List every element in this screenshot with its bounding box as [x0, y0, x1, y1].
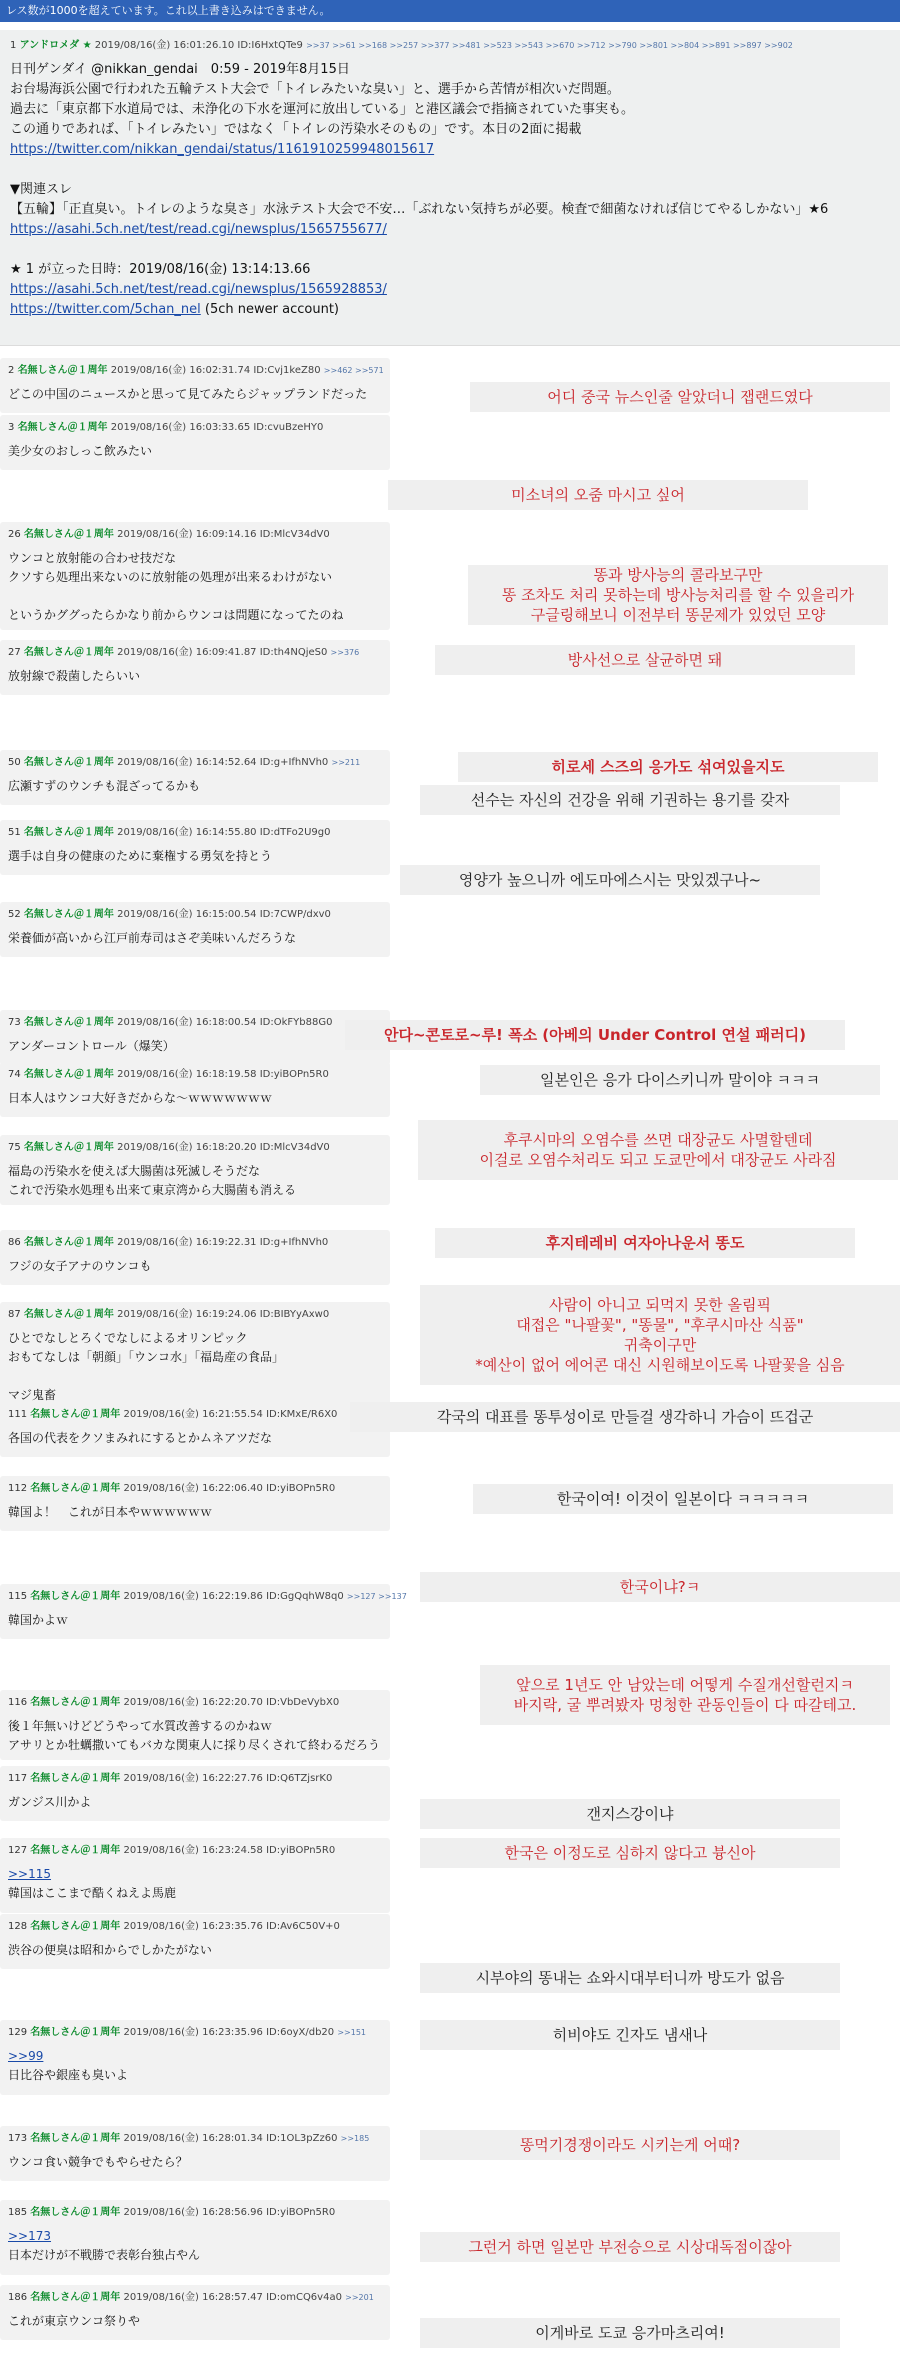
related-thread: 【五輪】「正直臭い。トイレのような臭さ」水泳テスト大会で不安…「ぶれない気持ちが必要。検査で細菌なければ信じてやるしかない」★6	[10, 202, 829, 217]
poster-name[interactable]: 名無しさん＠１周年	[30, 1921, 121, 1932]
body-line: 渋谷の便臭は昭和からでしかたがない	[8, 1943, 212, 1957]
related-link[interactable]: https://asahi.5ch.net/test/read.cgi/newsplus/1565755677/	[10, 222, 387, 237]
reply-post	[0, 640, 390, 695]
quote-link[interactable]: >>99	[8, 2049, 44, 2063]
post-number: 111	[8, 1409, 28, 1420]
reply-post	[0, 415, 390, 470]
post-header	[8, 825, 382, 841]
poster-name[interactable]: 名無しさん＠１周年	[30, 2207, 121, 2218]
translation-line: 어디 중국 뉴스인줄 알았더니 잽랜드였다	[547, 388, 813, 406]
source-link[interactable]: https://twitter.com/nikkan_gendai/status/1161910259948015617	[10, 142, 435, 157]
translation-line: *예산이 없어 에어콘 대신 시원해보이도록 나팔꽃을 심음	[475, 1356, 845, 1374]
original-post	[0, 30, 900, 346]
reply-post	[0, 1584, 407, 1639]
translation-box	[420, 1799, 840, 1829]
post-datetime: 2019/08/16(金) 16:28:01.34 ID:1OL3pZz60	[123, 2133, 338, 2144]
translation-box	[420, 1838, 840, 1868]
translation-line: 구글링해보니 이전부터 똥문제가 있었던 모양	[530, 606, 826, 624]
post-header	[8, 755, 382, 771]
body-line: クソすら処理出来ないのに放射能の処理が出来るわけがない	[8, 570, 333, 584]
post-header	[10, 38, 890, 54]
twitter-link[interactable]: https://twitter.com/5chan_nel	[10, 302, 201, 317]
translation-box	[420, 785, 840, 815]
translation-line: 방사선으로 살균하면 돼	[567, 651, 723, 669]
post-header	[8, 1919, 382, 1935]
post-number: 27	[8, 647, 21, 658]
translation-line: 갠지스강이냐	[586, 1805, 674, 1823]
post-body	[8, 1793, 382, 1812]
post-header	[8, 645, 382, 661]
reply-refs[interactable]: >>462 >>571	[323, 366, 384, 375]
poster-name[interactable]: 名無しさん＠１周年	[30, 1591, 121, 1602]
post-datetime: 2019/08/16(金) 16:14:52.64 ID:g+IfhNVh0	[117, 757, 329, 768]
reply-post	[0, 2285, 390, 2340]
post-header	[8, 1771, 382, 1787]
post-header	[8, 1015, 382, 1031]
post-header	[8, 363, 382, 379]
post-header	[8, 2025, 382, 2041]
poster-name[interactable]: 名無しさん＠１周年	[23, 647, 114, 658]
reply-post	[0, 1402, 390, 1457]
translation-box	[435, 645, 855, 675]
post-number: 128	[8, 1921, 28, 1932]
body-line: 福島の汚染水を使えば大腸菌は死滅しそうだな	[8, 1164, 261, 1178]
body-line: というかググったらかなり前からウンコは問題になってたのね	[8, 608, 344, 622]
body-line: 広瀬すずのウンチも混ざってるかも	[8, 779, 201, 793]
post-header	[8, 2131, 382, 2147]
reply-refs[interactable]: >>376	[330, 648, 360, 657]
post-number: 86	[8, 1237, 21, 1248]
translation-line: 한국이여! 이것이 일본이다 ㅋㅋㅋㅋㅋ	[556, 1490, 810, 1508]
reply-post	[0, 1302, 390, 1410]
translation-line: 그런거 하면 일본만 부전승으로 시상대독점이잖아	[468, 2238, 792, 2256]
poster-name[interactable]: 名無しさん＠１周年	[30, 1409, 121, 1420]
body-line: マジ鬼畜	[8, 1388, 57, 1402]
post-datetime: 2019/08/16(金) 16:18:00.54 ID:OkFYb88G0	[117, 1017, 333, 1028]
post-number: 2	[8, 365, 15, 376]
post-body	[8, 1611, 382, 1630]
post-number: 1	[10, 40, 17, 51]
poster-name[interactable]: 名無しさん＠１周年	[30, 1697, 121, 1708]
post-number: 87	[8, 1309, 21, 1320]
poster-name[interactable]: 名無しさん＠１周年	[23, 909, 114, 920]
body-line: 日刊ゲンダイ @nikkan_gendai 0:59 - 2019年8月15日	[10, 62, 350, 77]
post-datetime: 2019/08/16(金) 16:22:06.40 ID:yiBOPn5R0	[123, 1483, 336, 1494]
body-line: 日本人はウンコ大好きだからな～ｗｗｗｗｗｗｗ	[8, 1091, 273, 1105]
translation-box	[473, 1484, 893, 1514]
reply-refs[interactable]: >>127 >>137	[346, 1592, 407, 1601]
post-number: 129	[8, 2027, 28, 2038]
translation-line: 미소녀의 오줌 마시고 싶어	[511, 486, 685, 504]
translation-line: 안다~콘토로~루! 폭소 (아베의 Under Control 연설 패러디)	[383, 1026, 807, 1044]
translation-line: 한국은 이정도로 심하지 않다고 븅신아	[504, 1844, 756, 1862]
body-line: お台場海浜公園で行われた五輪テスト大会で「トイレみたいな臭い」と、選手から苦情が相次いだ問題。	[10, 82, 620, 97]
translation-line: 똥 조차도 처리 못하는데 방사능처리를 할 수 있을리가	[501, 586, 855, 604]
post-body	[8, 1717, 382, 1755]
post-header	[8, 1307, 382, 1323]
body-line: 後１年無いけどどうやって水質改善するのかねｗ	[8, 1719, 273, 1733]
post-body	[8, 1089, 382, 1108]
translation-line: 시부야의 똥내는 쇼와시대부터니까 방도가 없음	[475, 1969, 785, 1987]
poster-name[interactable]: 名無しさん＠１周年	[23, 1237, 114, 1248]
body-line: 放射線で殺菌したらいい	[8, 669, 141, 683]
translation-line: 바지락, 굴 뿌려봤자 멍청한 관동인들이 다 따갈테고.	[513, 1696, 857, 1714]
post-number: 112	[8, 1483, 28, 1494]
post-body	[8, 847, 382, 866]
post-body	[8, 442, 382, 461]
translation-box	[470, 382, 890, 412]
post-datetime: 2019/08/16(金) 16:23:24.58 ID:yiBOPn5R0	[123, 1845, 336, 1856]
post-number: 186	[8, 2292, 28, 2303]
poster-name[interactable]: 名無しさん＠１周年	[23, 1017, 114, 1028]
body-line: アサリとか牡蠣撒いてもバカな関東人に採り尽くされて終わるだろう	[8, 1738, 381, 1752]
post-body	[8, 1941, 382, 1960]
body-line: 美少女のおしっこ飲みたい	[8, 444, 153, 458]
poster-name[interactable]: 名無しさん＠１周年	[17, 422, 108, 433]
post-body	[8, 667, 382, 686]
body-line: フジの女子アナのウンコも	[8, 1259, 152, 1273]
post-body	[8, 1037, 382, 1056]
translation-line: 대접은 "나팔꽃", "똥물", "후쿠시마산 식품"	[516, 1316, 804, 1334]
body-line: 栄養価が高いから江戸前寿司はさぞ美味いんだろうな	[8, 931, 297, 945]
post-datetime: 2019/08/16(金) 16:21:55.54 ID:KMxE/R6X0	[123, 1409, 338, 1420]
poster-name[interactable]: 名無しさん＠１周年	[30, 2292, 121, 2303]
body-line: 韓国かよｗ	[8, 1613, 69, 1627]
post-datetime: 2019/08/16(金) 16:01:26.10 ID:I6HxtQTe9	[94, 40, 303, 51]
reply-refs[interactable]: >>211	[331, 758, 361, 767]
post-number: 50	[8, 757, 21, 768]
body-line: ウンコと放射能の合わせ技だな	[8, 551, 177, 565]
post-datetime: 2019/08/16(金) 16:03:33.65 ID:cvuBzeHY0	[110, 422, 324, 433]
poster-name[interactable]: 名無しさん＠１周年	[23, 1069, 114, 1080]
post-header	[8, 2205, 382, 2221]
body-line: アンダーコントロール（爆笑）	[8, 1039, 175, 1053]
translation-line: 이걸로 오염수처리도 되고 도쿄만에서 대장균도 사라짐	[479, 1151, 837, 1169]
body-line: 韓国はここまで酷くねえよ馬鹿	[8, 1886, 177, 1900]
body-line: どこの中国のニュースかと思って見てみたらジャップランドだった	[8, 387, 368, 401]
reply-post	[0, 1135, 390, 1205]
post-header	[8, 907, 382, 923]
post-body	[8, 1429, 382, 1448]
post-number: 73	[8, 1017, 21, 1028]
post-body	[8, 2047, 382, 2085]
translation-box	[418, 1120, 898, 1180]
body-line: これで汚染水処理も出来て東京湾から大腸菌も消える	[8, 1183, 297, 1197]
translation-line: 똥과 방사능의 콜라보구만	[593, 566, 763, 584]
related-title: ▼関連スレ	[10, 182, 72, 197]
post-datetime: 2019/08/16(金) 16:22:27.76 ID:Q6TZjsrK0	[123, 1773, 333, 1784]
poster-name[interactable]: アンドロメダ ★	[19, 40, 92, 51]
reply-post	[0, 1838, 390, 1913]
body-line	[8, 1367, 382, 1386]
reply-post	[0, 820, 390, 875]
post-number: 115	[8, 1591, 28, 1602]
translation-line: 히비야도 긴자도 냄새나	[552, 2026, 708, 2044]
body-line: 日本だけが不戦勝で表彰台独占やん	[8, 2248, 201, 2262]
body-line: ウンコ食い競争でもやらせたら？	[8, 2155, 188, 2169]
translation-box	[420, 1572, 900, 1602]
post-datetime: 2019/08/16(金) 16:18:20.20 ID:MlcV34dV0	[117, 1142, 330, 1153]
post-header	[8, 420, 382, 436]
post-body	[8, 1329, 382, 1405]
reply-refs[interactable]: >>185	[340, 2134, 370, 2143]
translation-line: 각국의 대표를 똥투성이로 만들걸 생각하니 가슴이 뜨겁군	[436, 1408, 814, 1426]
post-body	[8, 2312, 382, 2331]
post-datetime: 2019/08/16(金) 16:02:31.74 ID:Cvj1keZ80	[110, 365, 321, 376]
poster-name[interactable]: 名無しさん＠１周年	[30, 2133, 121, 2144]
post-header	[8, 2290, 382, 2306]
post-datetime: 2019/08/16(金) 16:22:20.70 ID:VbDeVybX0	[123, 1697, 340, 1708]
translation-line: 귀축이구만	[623, 1336, 697, 1354]
reply-post	[0, 2126, 390, 2181]
post-number: 52	[8, 909, 21, 920]
translation-line: 이게바로 도쿄 응가마츠리여!	[535, 2324, 725, 2342]
body-line: この通りであれば、「トイレみたい」ではなく「トイレの汚染水そのもの」です。本日の2面に掲載	[10, 122, 582, 137]
post-body	[8, 1162, 382, 1200]
translation-line: 똥먹기경쟁이라도 시키는게 어때?	[519, 2136, 741, 2154]
post-header	[8, 1235, 382, 1251]
translation-box	[420, 1285, 900, 1385]
post-number: 75	[8, 1142, 21, 1153]
poster-name[interactable]: 名無しさん＠１周年	[23, 1142, 114, 1153]
reply-post	[0, 1230, 390, 1285]
post-body	[8, 1257, 382, 1276]
translation-box	[420, 2232, 840, 2262]
post-number: 173	[8, 2133, 28, 2144]
body-line: これが東京ウンコ祭りや	[8, 2314, 141, 2328]
reply-post	[0, 2020, 390, 2095]
translation-box	[388, 480, 808, 510]
translation-box	[420, 2130, 840, 2160]
post-body	[10, 60, 890, 320]
poster-name[interactable]: 名無しさん＠１周年	[23, 1309, 114, 1320]
translation-line: 히로세 스즈의 응가도 섞여있을지도	[551, 758, 785, 776]
post-header	[8, 1140, 382, 1156]
body-line: 各国の代表をクソまみれにするとかムネアツだな	[8, 1431, 273, 1445]
post-datetime: 2019/08/16(金) 16:18:19.58 ID:yiBOPn5R0	[117, 1069, 329, 1080]
post-datetime: 2019/08/16(金) 16:14:55.80 ID:dTFo2U9g0	[117, 827, 331, 838]
reply-refs[interactable]: >>201	[345, 2293, 374, 2302]
post-body	[8, 929, 382, 948]
reply-refs[interactable]: >>151	[337, 2028, 367, 2037]
quote-link[interactable]: >>115	[8, 1867, 52, 1881]
reply-post	[0, 358, 390, 413]
poster-name[interactable]: 名無しさん＠１周年	[30, 1483, 121, 1494]
reply-post	[0, 750, 390, 805]
body-line: ガンジス川かよ	[8, 1795, 92, 1809]
post-number: 26	[8, 529, 21, 540]
post-number: 74	[8, 1069, 21, 1080]
posted-datetime: ★ 1 が立った日時：2019/08/16(金) 13:14:13.66	[10, 262, 311, 277]
translation-box	[350, 1402, 900, 1432]
post-datetime: 2019/08/16(金) 16:19:24.06 ID:BIBYyAxw0	[117, 1309, 330, 1320]
translation-line: 후쿠시마의 오염수를 쓰면 대장균도 사멸할텐데	[503, 1131, 813, 1149]
post-header	[8, 1695, 382, 1711]
account-note: (5ch newer account)	[200, 302, 339, 317]
translation-line: 후지테레비 여자아나운서 똥도	[545, 1234, 745, 1252]
quote-link[interactable]: >>173	[8, 2229, 52, 2243]
post-body	[8, 1865, 382, 1903]
thread-link[interactable]: https://asahi.5ch.net/test/read.cgi/newsplus/1565928853/	[10, 282, 387, 297]
post-number: 185	[8, 2207, 28, 2218]
post-datetime: 2019/08/16(金) 16:09:41.87 ID:th4NQjeS0	[117, 647, 328, 658]
reply-post	[0, 1476, 390, 1531]
translation-box	[400, 865, 820, 895]
post-body	[8, 2227, 382, 2265]
body-line: 過去に「東京都下水道局では、未浄化の下水を運河に放出している」と港区議会で指摘されていた事実も。	[10, 102, 635, 117]
post-header	[8, 1843, 382, 1859]
post-header	[8, 1481, 382, 1497]
poster-name[interactable]: 名無しさん＠１周年	[23, 757, 114, 768]
translation-box	[420, 2020, 840, 2050]
translation-line: 영양가 높으니까 에도마에스시는 맛있겠구나~	[458, 871, 762, 889]
post-body	[8, 1503, 382, 1522]
translation-box	[345, 1020, 845, 1050]
poster-name[interactable]: 名無しさん＠１周年	[17, 365, 108, 376]
body-line: おもてなしは「朝顔」「ウンコ水」「福島産の食品」	[8, 1350, 285, 1364]
post-header	[8, 1407, 382, 1423]
post-header	[8, 1589, 407, 1605]
body-line: 日比谷や銀座も臭いよ	[8, 2068, 129, 2082]
translation-box	[458, 752, 878, 782]
poster-name[interactable]: 名無しさん＠１周年	[23, 827, 114, 838]
translation-box	[480, 1065, 880, 1095]
body-line: 選手は自身の健康のために棄権する勇気を持とう	[8, 849, 273, 863]
reply-post	[0, 1062, 390, 1117]
translation-line: 선수는 자신의 건강을 위해 기권하는 용기를 갖자	[470, 791, 790, 809]
poster-name[interactable]: 名無しさん＠１周年	[30, 1845, 121, 1856]
reply-post	[0, 1690, 390, 1760]
post-datetime: 2019/08/16(金) 16:23:35.76 ID:Av6C50V+0	[123, 1921, 340, 1932]
body-line: ひとでなしとろくでなしによるオリンピック	[8, 1331, 248, 1345]
reply-refs[interactable]: >>37 >>61 >>168 >>257 >>377 >>481 >>523 >>543 >>670 >>712 >>790 >>801 >>804 >>891 >>897 >>902	[306, 41, 793, 50]
post-number: 51	[8, 827, 21, 838]
translation-box	[480, 1665, 890, 1725]
post-number: 116	[8, 1697, 28, 1708]
translation-box	[420, 1963, 840, 1993]
poster-name[interactable]: 名無しさん＠１周年	[30, 2027, 121, 2038]
post-body	[8, 385, 382, 404]
post-header	[8, 527, 382, 543]
reply-post	[0, 1010, 390, 1065]
post-datetime: 2019/08/16(金) 16:28:56.96 ID:yiBOPn5R0	[123, 2207, 336, 2218]
post-body	[8, 777, 382, 796]
post-datetime: 2019/08/16(金) 16:09:14.16 ID:MlcV34dV0	[117, 529, 330, 540]
translation-box	[435, 1228, 855, 1258]
post-body	[8, 2153, 382, 2172]
reply-post	[0, 522, 390, 630]
post-datetime: 2019/08/16(金) 16:22:19.86 ID:GgQqhW8q0	[123, 1591, 344, 1602]
body-line	[8, 587, 382, 606]
post-datetime: 2019/08/16(金) 16:28:57.47 ID:omCQ6v4a0	[123, 2292, 342, 2303]
thread-full-banner: レス数が1000を超えています。これ以上書き込みはできません。	[0, 0, 900, 22]
post-number: 3	[8, 422, 15, 433]
poster-name[interactable]: 名無しさん＠１周年	[30, 1773, 121, 1784]
post-datetime: 2019/08/16(金) 16:19:22.31 ID:g+IfhNVh0	[117, 1237, 329, 1248]
post-number: 117	[8, 1773, 28, 1784]
translation-line: 사람이 아니고 되먹지 못한 올림픽	[549, 1296, 771, 1314]
reply-post	[0, 2200, 390, 2275]
translation-box	[468, 565, 888, 625]
body-line: 韓国よ！ これが日本やｗｗｗｗｗｗ	[8, 1505, 213, 1519]
translation-line: 한국이냐?ㅋ	[619, 1578, 701, 1596]
post-body	[8, 549, 382, 625]
post-number: 127	[8, 1845, 28, 1856]
poster-name[interactable]: 名無しさん＠１周年	[23, 529, 114, 540]
reply-post	[0, 1914, 390, 1969]
reply-post	[0, 1766, 390, 1821]
reply-post	[0, 902, 390, 957]
translation-box	[420, 2318, 840, 2348]
translation-line: 앞으로 1년도 안 남았는데 어떻게 수질개선할런지ㅋ	[516, 1676, 854, 1694]
post-datetime: 2019/08/16(金) 16:15:00.54 ID:7CWP/dxv0	[117, 909, 331, 920]
post-header	[8, 1067, 382, 1083]
post-datetime: 2019/08/16(金) 16:23:35.96 ID:6oyX/db20	[123, 2027, 335, 2038]
translation-line: 일본인은 응가 다이스키니까 말이야 ㅋㅋㅋ	[540, 1071, 820, 1089]
